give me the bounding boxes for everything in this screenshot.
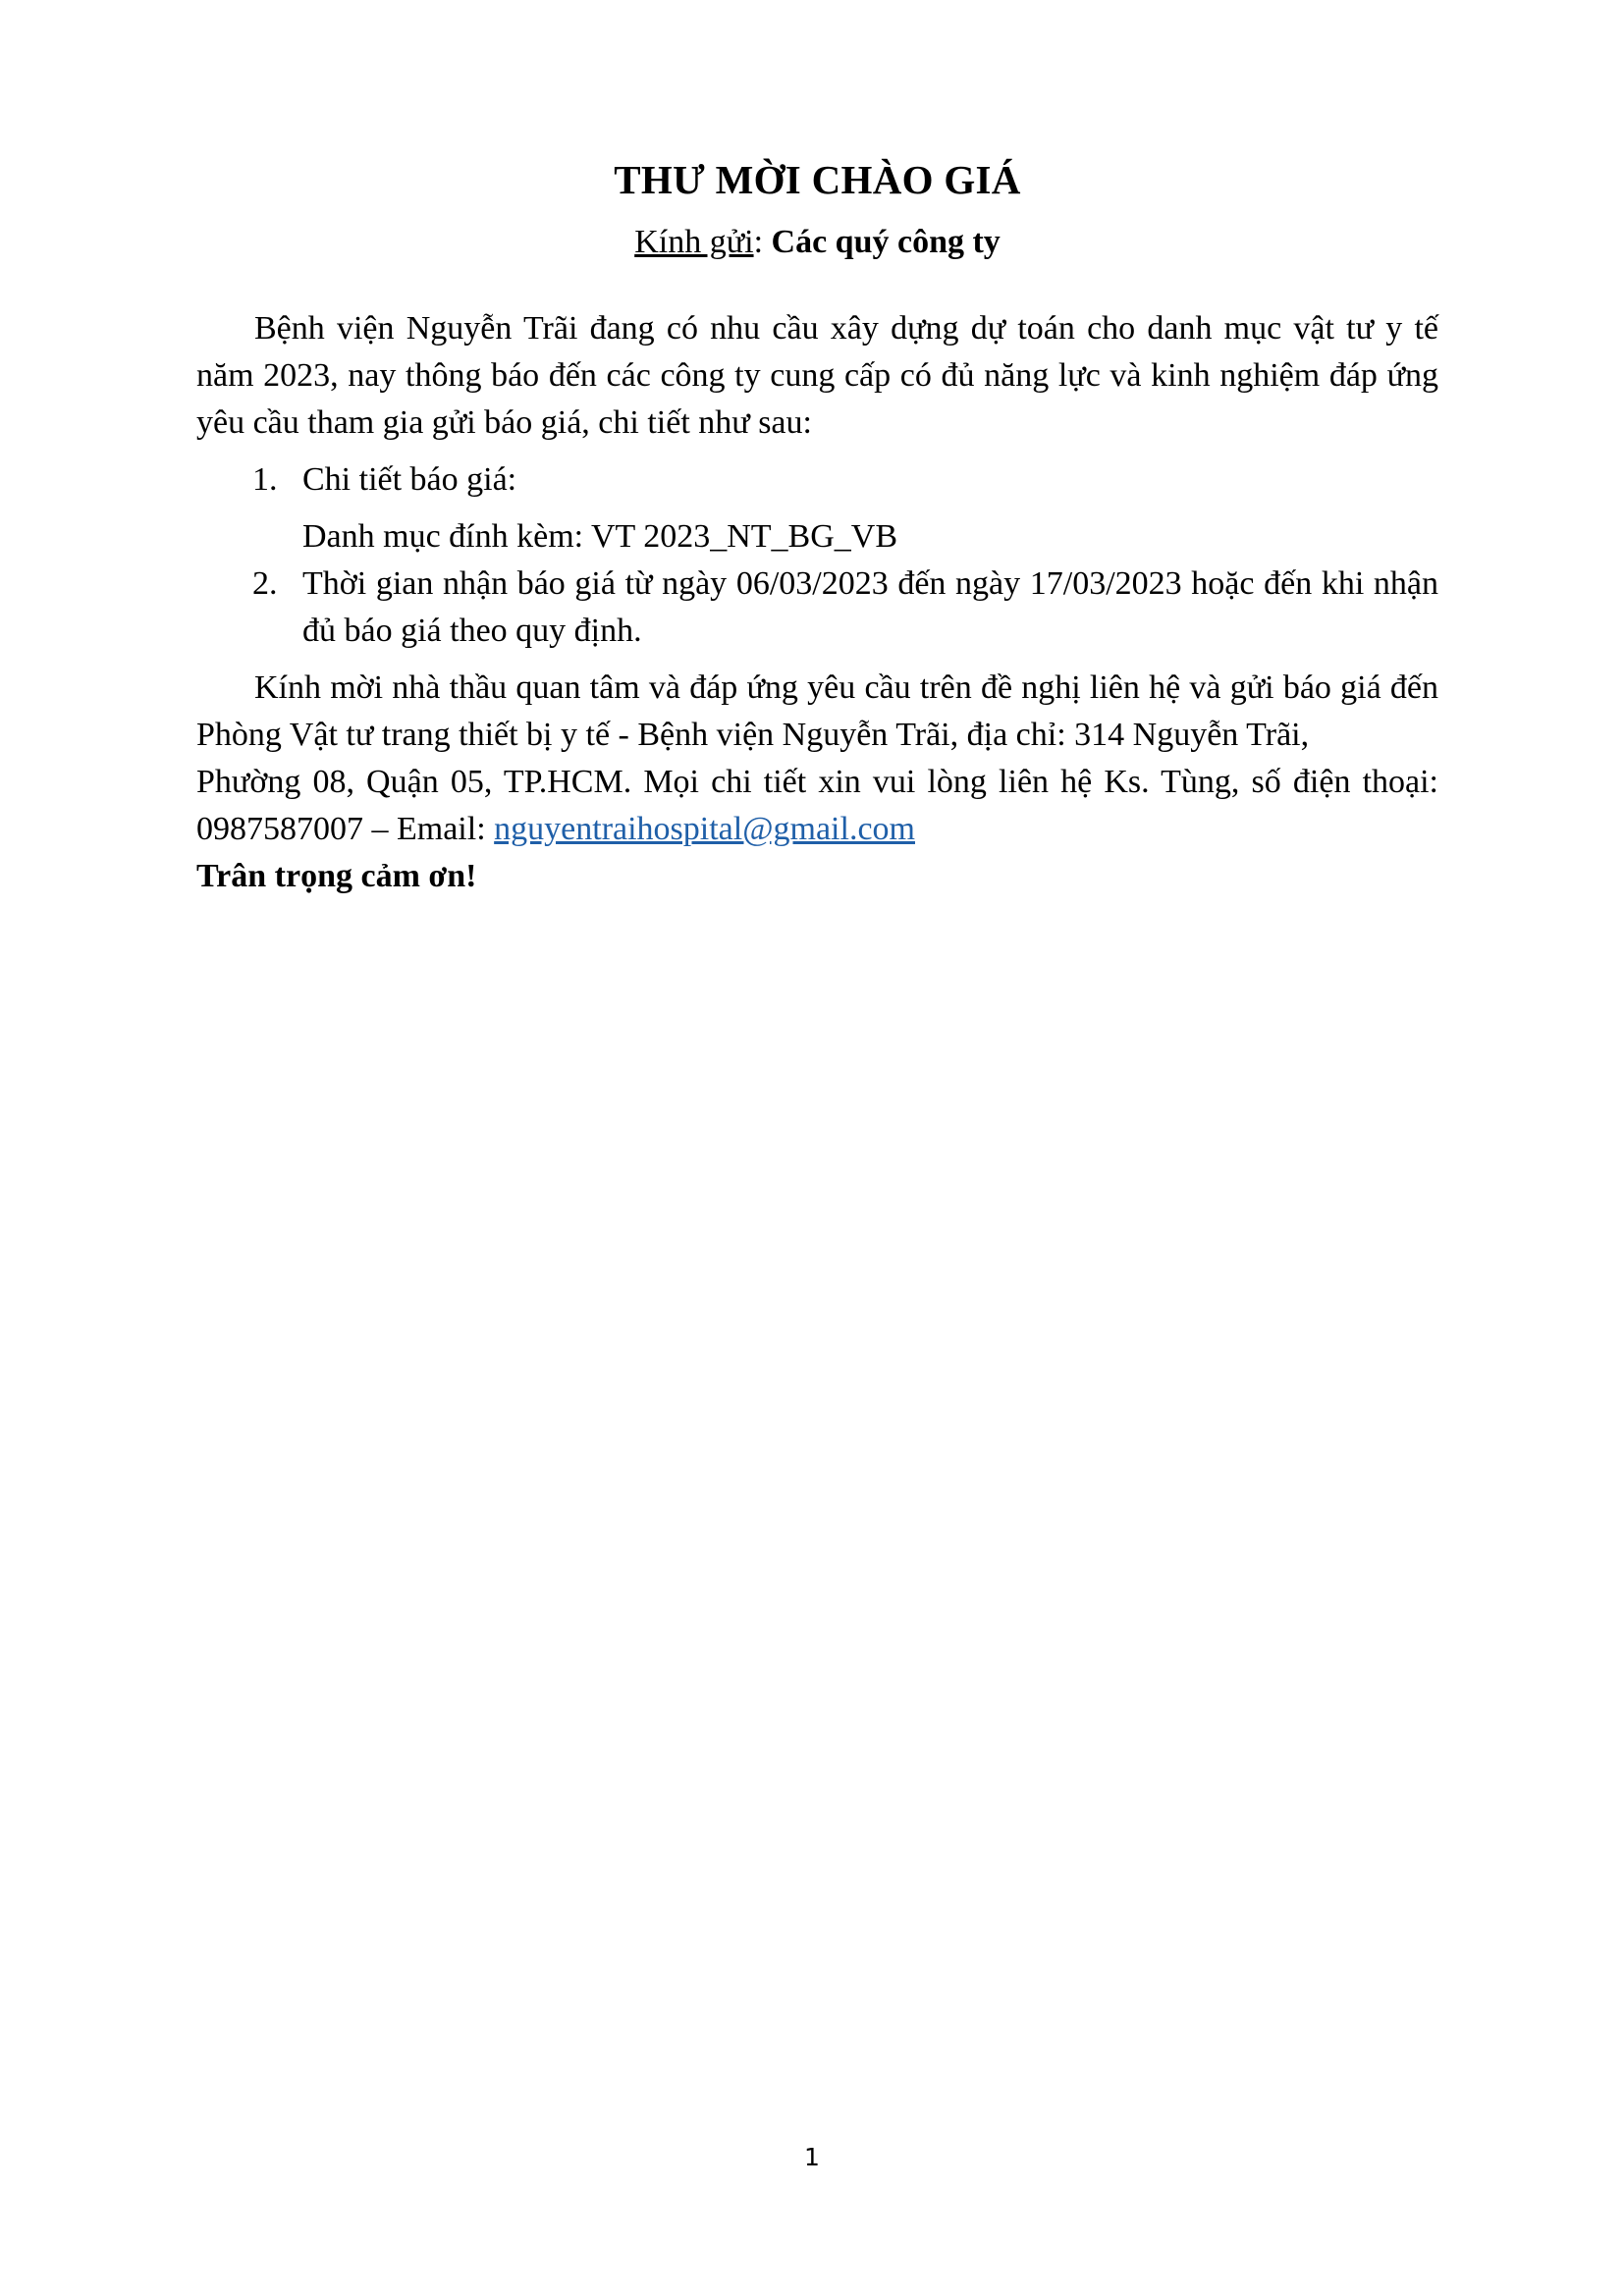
- address-contact-text: Phường 08, Quận 05, TP.HCM. Mọi chi tiết xin vui lòng liên hệ Ks. Tùng, số điện thoại: 0987587007 – Email:: [196, 764, 1438, 847]
- list-item-text: Thời gian nhận báo giá từ ngày 06/03/2023 đến ngày 17/03/2023 hoặc đến khi nhận đủ báo giá theo quy định.: [302, 565, 1438, 649]
- greeting-label: Kính gửi: [634, 224, 754, 260]
- greeting-line: [196, 219, 1438, 266]
- closing-paragraph: Kính mời nhà thầu quan tâm và đáp ứng yêu cầu trên đề nghị liên hệ và gửi báo giá đến Phòng Vật tư trang thiết bị y tế - Bệnh viện Nguyễn Trãi, địa chỉ: 314 Nguyễn Trãi,: [196, 669, 1438, 753]
- letter-body: [196, 152, 1438, 900]
- list-item: [196, 561, 1438, 655]
- address-contact-line: [196, 759, 1438, 853]
- list-item: [196, 456, 1438, 561]
- letter-title: THƯ MỜI CHÀO GIÁ: [614, 157, 1021, 202]
- page-number: 1: [804, 2143, 820, 2171]
- email-link[interactable]: nguyentraihospital@gmail.com: [494, 811, 915, 847]
- list-item-number: 2.: [252, 565, 278, 602]
- thanks-line: Trân trọng cảm ơn!: [196, 858, 477, 894]
- greeting-separator: :: [753, 224, 772, 260]
- intro-paragraph: Bệnh viện Nguyễn Trãi đang có nhu cầu xây dựng dự toán cho danh mục vật tư y tế năm 2023, nay thông báo đến các công ty cung cấp có đủ năng lực và kinh nghiệm đáp ứng yêu cầu tham gia gửi báo giá, chi tiết như sau:: [196, 310, 1438, 441]
- details-list: [196, 456, 1438, 655]
- list-item-number: 1.: [252, 461, 278, 498]
- list-item-text: Chi tiết báo giá:: [302, 461, 517, 498]
- greeting-recipient: Các quý công ty: [771, 224, 1001, 260]
- attachment-reference: Danh mục đính kèm: VT 2023_NT_BG_VB: [302, 518, 897, 555]
